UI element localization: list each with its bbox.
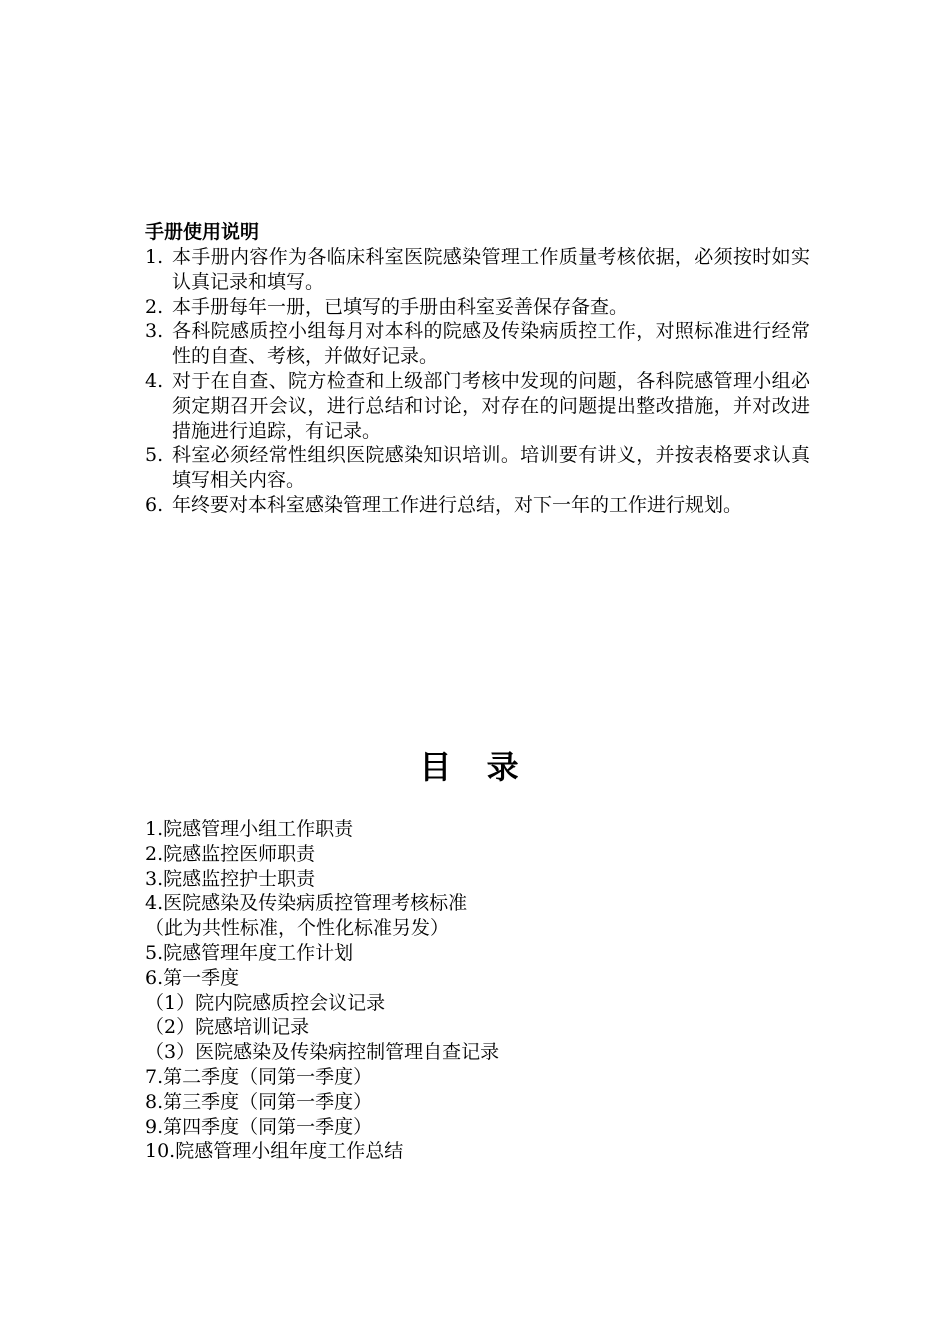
instruction-item: [145, 493, 810, 518]
instruction-text: 对于在自查、院方检查和上级部门考核中发现的问题，各科院感管理小组必须定期召开会议，进行总结和讨论，对存在的问题提出整改措施，并对改进措施进行追踪，有记录。: [172, 369, 810, 442]
toc-entry: 6.第一季度: [145, 966, 240, 989]
toc-entry: 7.第二季度（同第一季度）: [145, 1065, 373, 1088]
toc-entry: 8.第三季度（同第一季度）: [145, 1090, 373, 1113]
instructions-title: 手册使用说明: [145, 221, 260, 243]
toc-entry: 9.第四季度（同第一季度）: [145, 1115, 373, 1138]
toc-entry: 3.院感监控护士职责: [145, 867, 316, 890]
toc-subentry: （3）医院感染及传染病控制管理自查记录: [145, 1041, 500, 1064]
instruction-text: 年终要对本科室感染管理工作进行总结，对下一年的工作进行规划。: [172, 493, 743, 516]
instructions-list: [145, 245, 810, 518]
toc-entry: 5.院感管理年度工作计划: [145, 941, 354, 964]
toc-entry-note: （此为共性标准，个性化标准另发）: [145, 917, 450, 940]
instruction-item: [145, 319, 810, 369]
instruction-item: [145, 443, 810, 493]
instruction-item: [145, 369, 810, 443]
instruction-text: 本手册内容作为各临床科室医院感染管理工作质量考核依据，必须按时如实认真记录和填写。: [172, 246, 810, 293]
toc-subentry: （2）院感培训记录: [145, 1016, 310, 1039]
instruction-number: 3.: [145, 320, 164, 343]
toc-entry: 1.院感管理小组工作职责: [145, 818, 354, 840]
manual-instructions-section: [145, 219, 810, 518]
instruction-number: 5.: [145, 444, 164, 467]
toc-entry: 4.医院感染及传染病质控管理考核标准: [145, 892, 468, 915]
toc-title: 目 录: [419, 748, 531, 786]
toc-list: [145, 817, 810, 1164]
instruction-item: [145, 295, 810, 320]
instruction-number: 4.: [145, 369, 164, 392]
instruction-text: 本手册每年一册，已填写的手册由科室妥善保存备查。: [172, 295, 629, 318]
instruction-number: 1.: [145, 246, 164, 268]
toc-subentry: （1）院内院感质控会议记录: [145, 991, 386, 1014]
toc-entry: 10.院感管理小组年度工作总结: [145, 1140, 404, 1163]
toc-entry: 2.院感监控医师职责: [145, 842, 316, 865]
instruction-text: 科室必须经常性组织医院感染知识培训。培训要有讲义，并按表格要求认真填写相关内容。: [172, 444, 810, 492]
instruction-item: [145, 245, 810, 295]
instruction-number: 6.: [145, 493, 164, 516]
instruction-number: 2.: [145, 295, 164, 318]
instruction-text: 各科院感质控小组每月对本科的院感及传染病质控工作，对照标准进行经常性的自查、考核，并做好记录。: [172, 320, 810, 368]
table-of-contents: [145, 817, 810, 1164]
